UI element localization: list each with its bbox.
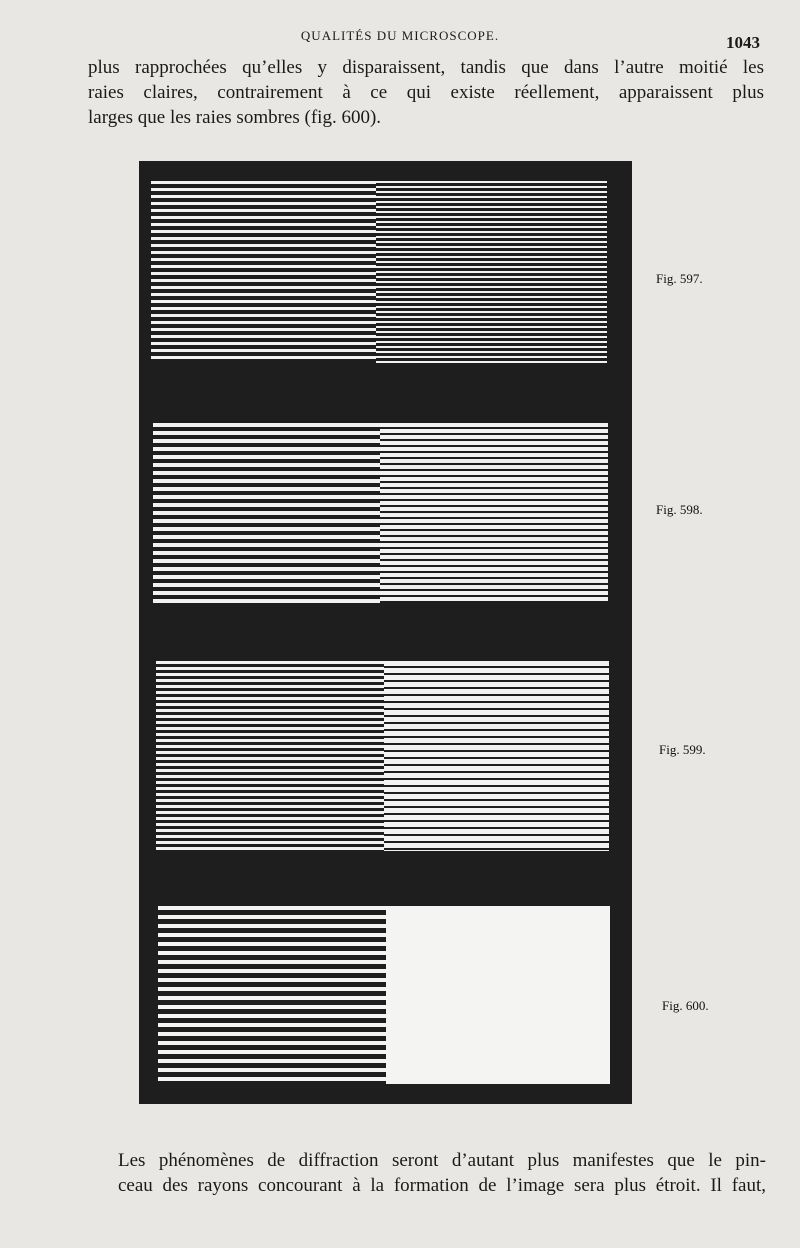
paragraph-bottom bbox=[118, 1148, 766, 1198]
blank-right bbox=[386, 906, 610, 1084]
stripes-left bbox=[156, 661, 384, 851]
stripes-left bbox=[151, 181, 376, 363]
figure-label-597: Fig. 597. bbox=[656, 271, 703, 286]
stripes-right bbox=[376, 181, 607, 363]
text-line: larges que les raies sombres (fig. 600). bbox=[88, 107, 382, 128]
stripes-left bbox=[153, 423, 380, 603]
figure-label-599: Fig. 599. bbox=[659, 742, 706, 757]
text-line: raies claires, contrairement à ce qui existe réellement, apparaissent plus bbox=[88, 82, 764, 103]
running-head: QUALITÉS DU MICROSCOPE. bbox=[300, 28, 500, 43]
text-line: ceau des rayons concourant à la formation de l’image sera plus étroit. Il faut, bbox=[118, 1175, 766, 1196]
figure-597-stripes bbox=[151, 181, 607, 363]
figure-label-598: Fig. 598. bbox=[656, 502, 703, 517]
figure-599-stripes bbox=[156, 661, 609, 851]
stripes-left bbox=[158, 906, 386, 1084]
page-number: 1043 bbox=[726, 33, 760, 52]
figure-598-stripes bbox=[153, 423, 608, 603]
figure-600-stripes bbox=[158, 906, 610, 1084]
stripes-right bbox=[384, 661, 609, 851]
text-line: Les phénomènes de diffraction seront d’autant plus manifestes que le pin- bbox=[118, 1150, 766, 1171]
text-line: plus rapprochées qu’elles y disparaissent, tandis que dans l’autre moitié les bbox=[88, 57, 764, 78]
figure-label-600: Fig. 600. bbox=[662, 998, 709, 1013]
stripes-right bbox=[380, 423, 608, 603]
diffraction-plate bbox=[139, 161, 632, 1104]
paragraph-top bbox=[88, 55, 764, 130]
